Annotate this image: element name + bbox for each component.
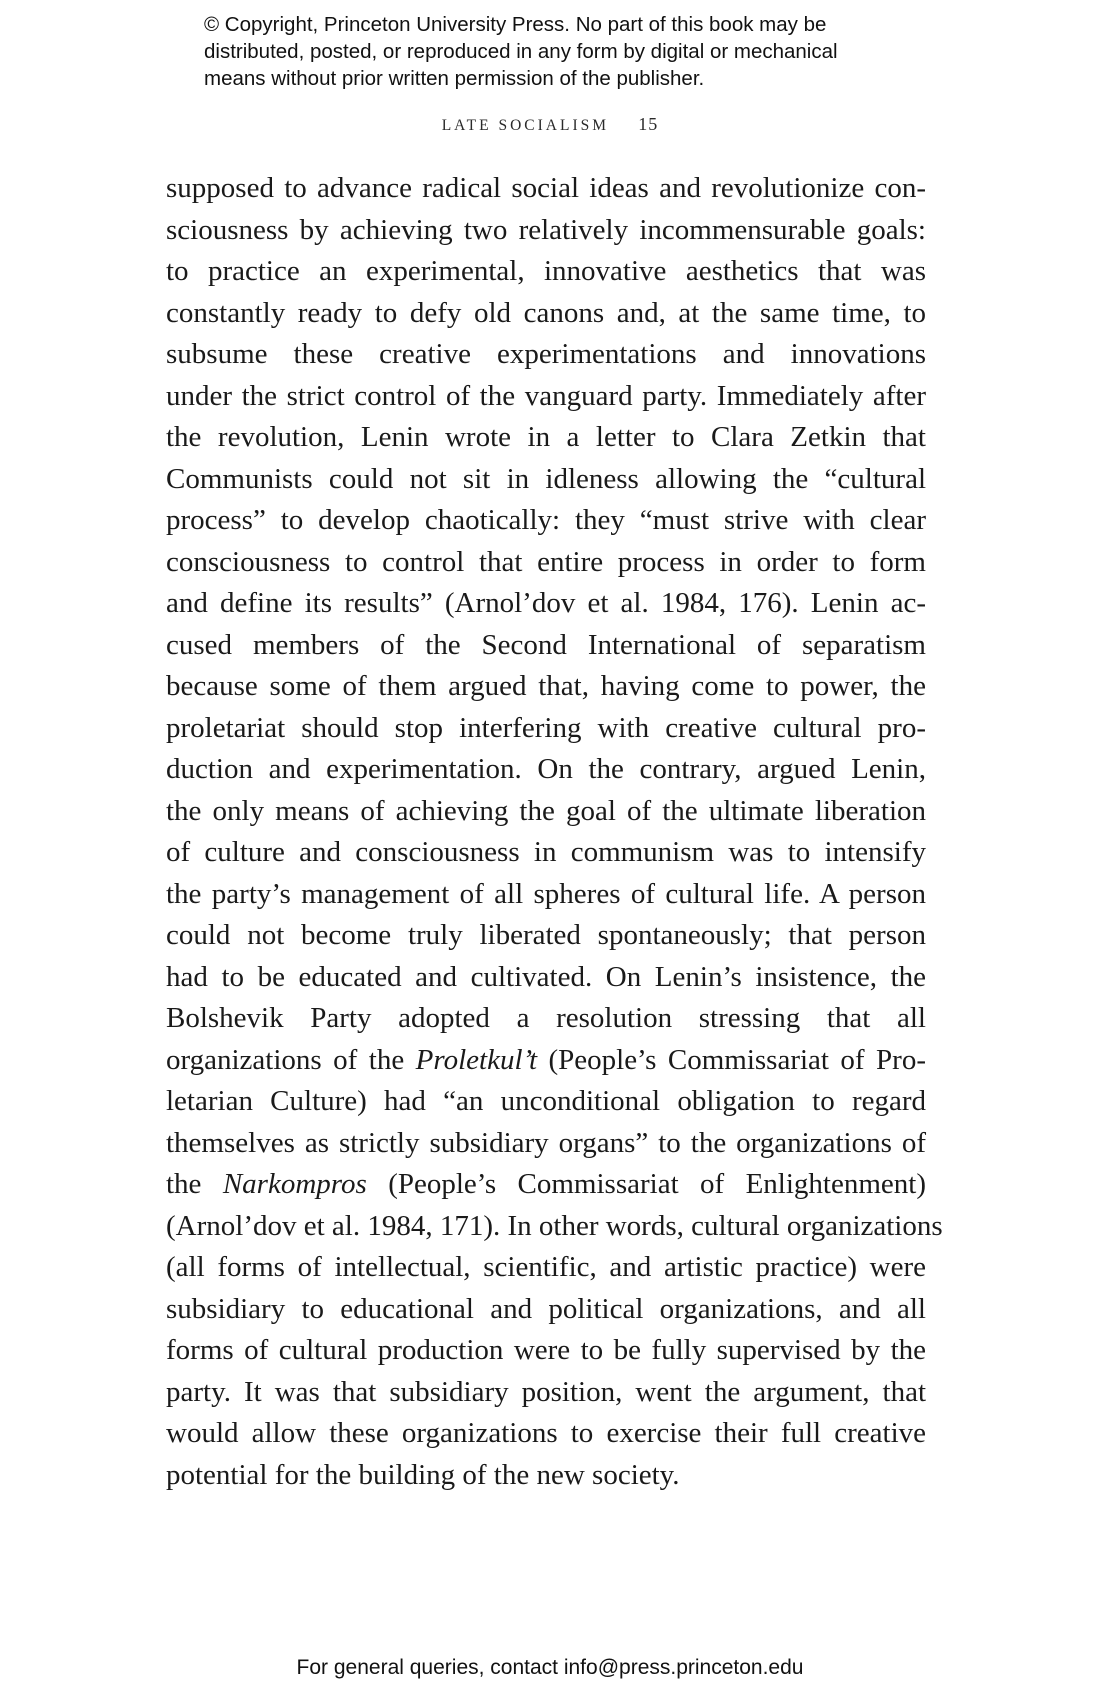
text-line: under the strict control of the vanguard party. Immediately after [166, 379, 926, 412]
text-line: because some of them argued that, having come to power, the [166, 670, 926, 702]
text-line: proletariat should stop interfering with creative cultural pro- [166, 711, 926, 744]
text-line: the only means of achieving the goal of the ultimate liberation [166, 794, 926, 827]
text-line: subsume these creative experimentations and innovations [166, 338, 926, 370]
body-paragraph [166, 168, 943, 1496]
italic-term-proletkult: Proletkul’t [415, 1043, 538, 1076]
text-segment: (People’s Commissariat of Pro- [537, 1043, 926, 1076]
page-number: 15 [638, 114, 659, 134]
text-line: potential for the building of the new society. [166, 1458, 680, 1491]
text-line: letarian Culture) had “an unconditional obligation to regard [166, 1085, 926, 1117]
text-line: cused members of the Second International of separatism [166, 628, 926, 661]
text-line: duction and experimentation. On the contrary, argued Lenin, [166, 753, 926, 785]
text-line: process” to develop chaotically: they “must strive with clear [166, 504, 926, 536]
text-line: and define its results” (Arnol’dov et al. 1984, 176). Lenin ac- [166, 587, 926, 619]
text-line: the revolution, Lenin wrote in a letter to Clara Zetkin that [166, 421, 926, 453]
text-line: (Arnol’dov et al. 1984, 171). In other words, cultural organizations [166, 1209, 943, 1242]
text-line: (all forms of intellectual, scientific, and artistic practice) were [166, 1251, 926, 1283]
text-line: party. It was that subsidiary position, went the argument, that [166, 1375, 926, 1408]
text-line: could not become truly liberated spontaneously; that person [166, 919, 926, 951]
text-line: forms of cultural production were to be fully supervised by the [166, 1334, 926, 1366]
text-line: supposed to advance radical social ideas and revolutionize con- [166, 172, 926, 204]
text-line [166, 1164, 926, 1206]
running-head-title: LATE SOCIALISM [441, 117, 610, 134]
text-segment: organizations of the [166, 1043, 416, 1076]
footer-contact: For general queries, contact info@press.princeton.edu [296, 1656, 804, 1679]
text-line: would allow these organizations to exercise their full creative [166, 1417, 926, 1449]
italic-term-narkompros: Narkompros [222, 1168, 367, 1200]
copyright-line: means without prior written permission of the publisher. [204, 67, 705, 90]
text-segment: (People’s Commissariat of Enlightenment) [366, 1168, 926, 1200]
running-head [0, 114, 1100, 135]
text-line: constantly ready to defy old canons and, at the same time, to [166, 296, 926, 329]
copyright-line: distributed, posted, or reproduced in any form by digital or mechanical [204, 40, 838, 63]
text-line [166, 1040, 926, 1082]
text-line: had to be educated and cultivated. On Lenin’s insistence, the [166, 960, 926, 993]
text-line: to practice an experimental, innovative aesthetics that was [166, 255, 926, 287]
text-line: of culture and consciousness in communism was to intensify [166, 836, 926, 868]
text-line: Communists could not sit in idleness allowing the “cultural [166, 462, 926, 495]
copyright-line: © Copyright, Princeton University Press. No part of this book may be [204, 13, 827, 36]
text-segment: the [166, 1168, 223, 1200]
text-line: Bolshevik Party adopted a resolution stressing that all [166, 1002, 926, 1034]
text-line: themselves as strictly subsidiary organs” to the organizations of [166, 1126, 926, 1159]
text-line: the party’s management of all spheres of cultural life. A person [166, 877, 926, 910]
text-line: subsidiary to educational and political organizations, and all [166, 1292, 926, 1325]
text-line: sciousness by achieving two relatively incommensurable goals: [166, 213, 926, 246]
copyright-notice [204, 11, 924, 92]
text-line: consciousness to control that entire process in order to form [166, 545, 926, 578]
